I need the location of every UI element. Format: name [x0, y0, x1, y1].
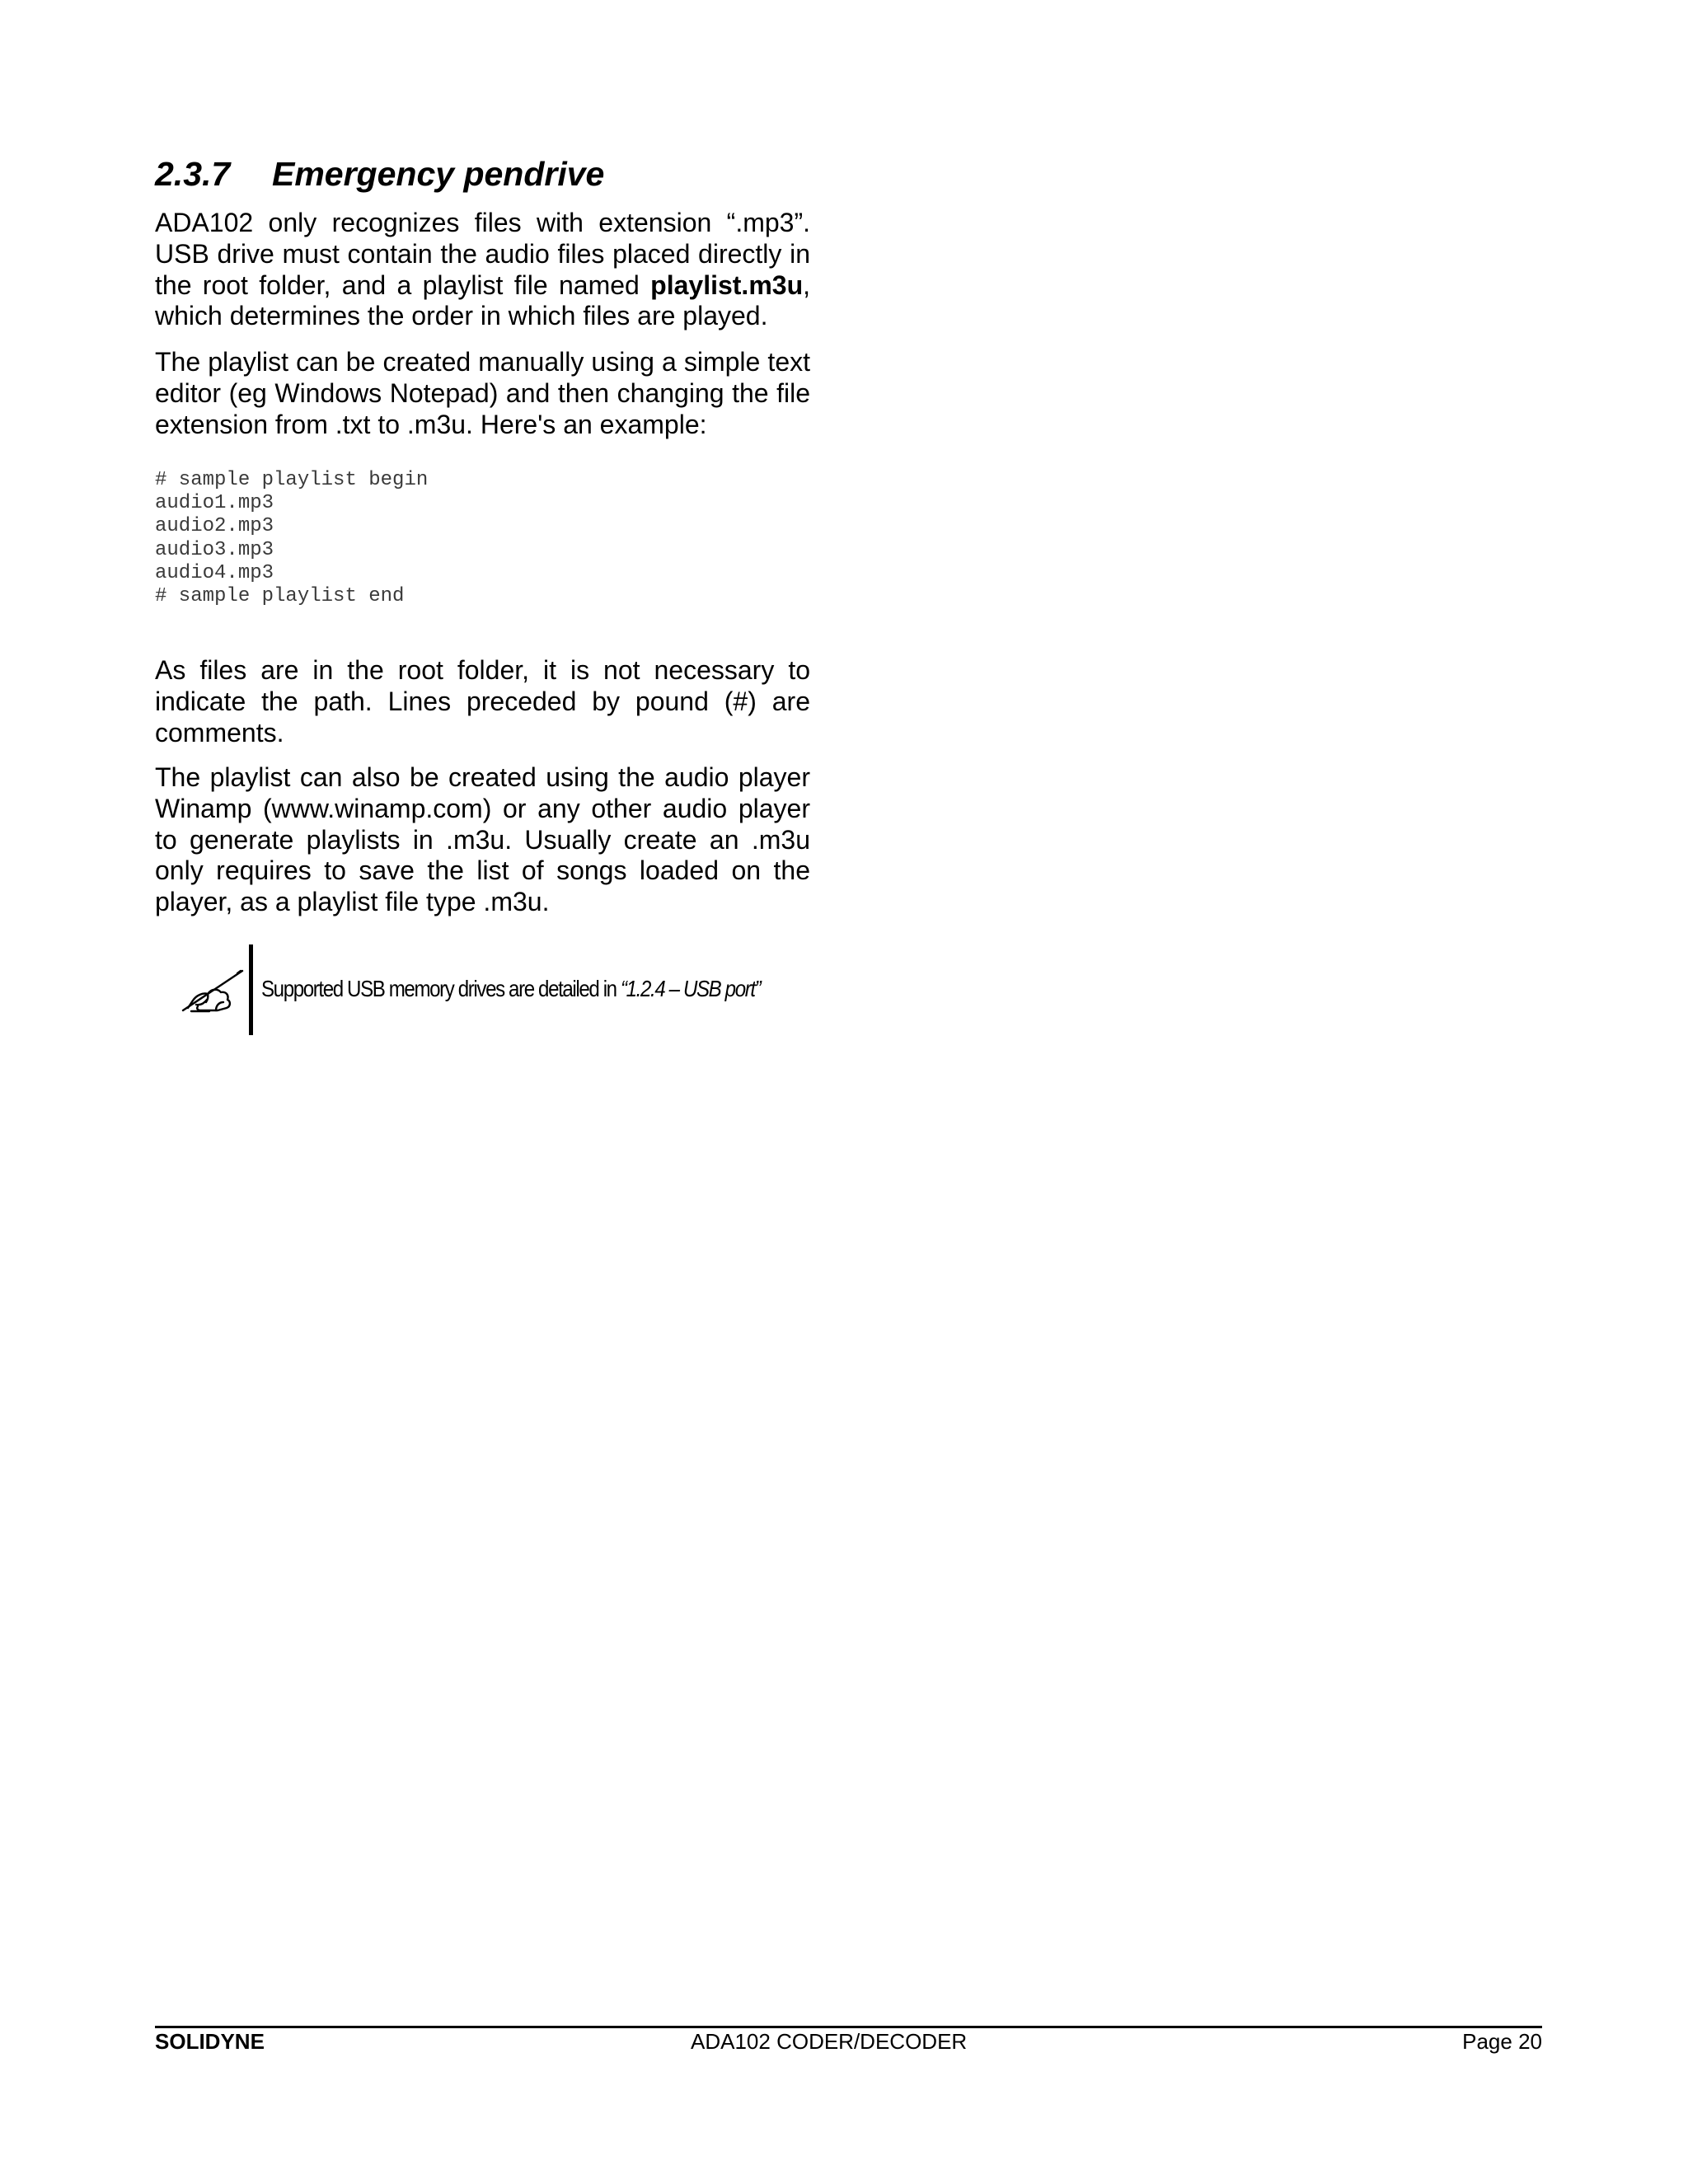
footer-page-number: Page 20 — [1462, 2029, 1542, 2054]
paragraph-file-requirements — [155, 208, 810, 332]
paragraph-file-requirements-text: ADA102 only recognizes files with extension “.mp3”. USB drive must contain the audio files placed directly in the root folder, and a playlist file named — [155, 208, 810, 300]
playlist-code-example: # sample playlist begin audio1.mp3 audio2.mp3 audio3.mp3 audio4.mp3 # sample playlist end — [155, 469, 429, 608]
note-text-body: Supported USB memory drives are detailed in — [261, 976, 621, 1001]
section-title: Emergency pendrive — [272, 155, 605, 193]
paragraph-root-folder: As files are in the root folder, it is not necessary to indicate the path. Lines preceded by pound (#) are comments. — [155, 655, 810, 748]
section-number: 2.3.7 — [155, 155, 231, 193]
writing-hand-icon — [180, 968, 246, 1015]
playlist-filename: playlist.m3u — [650, 269, 804, 300]
paragraph-winamp: The playlist can also be created using the audio player Winamp (www.winamp.com) or any other audio player to generate playlists in .m3u. Usually create an .m3u only requires to save the list of songs loaded on the player, as a playlist file type .m3u. — [155, 762, 810, 917]
note-reference-link[interactable]: “1.2.4 – USB port” — [621, 976, 761, 1001]
paragraph-file-requirements-end: , which determines the order in which files are played. — [155, 269, 810, 331]
footer-document-title: ADA102 CODER/DECODER — [691, 2029, 968, 2054]
note-text — [261, 976, 760, 1002]
footer-company: SOLIDYNE — [155, 2029, 265, 2054]
section-heading — [155, 153, 604, 194]
note-divider — [249, 944, 253, 1035]
paragraph-manual-playlist: The playlist can be created manually using a simple text editor (eg Windows Notepad) and then changing the file extension from .txt to .m3u. Here's an example: — [155, 347, 810, 439]
note-box — [180, 944, 814, 1035]
